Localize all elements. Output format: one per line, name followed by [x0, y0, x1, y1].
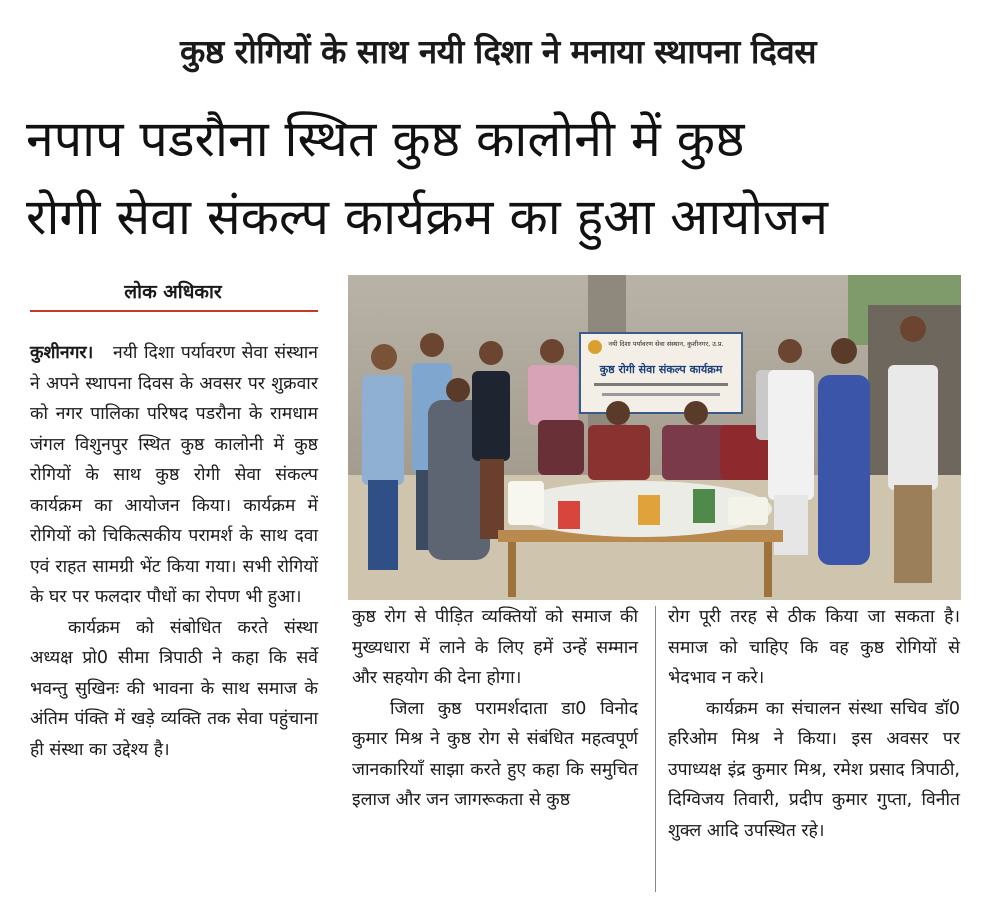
- banner-org: नयी दिशा पर्यावरण सेवा संस्थान, कुशीनगर, उ.प्र.: [608, 340, 724, 348]
- headline-line-1: नपाप पडरौना स्थित कुष्ठ कालोनी में कुष्ठ: [26, 110, 745, 168]
- main-headline: [26, 100, 976, 256]
- article-column-1: [30, 338, 318, 765]
- dateline: कुशीनगर।: [30, 343, 94, 363]
- article-paragraph-1: [30, 338, 318, 613]
- kicker-headline: कुष्ठ रोगियों के साथ नयी दिशा ने मनाया स्थापना दिवस: [179, 32, 817, 71]
- headline-line-2: रोगी सेवा संकल्प कार्यक्रम का हुआ आयोजन: [26, 188, 829, 246]
- article-column-3: [668, 602, 960, 846]
- article-paragraph-3: कुष्ठ रोग से पीड़ित व्यक्तियों को समाज की मुख्यधारा में लाने के लिए हमें उन्हें सम्मान और सहयोग की देना होगा।: [352, 607, 638, 688]
- column-divider: [655, 606, 656, 892]
- banner-title: कुष्ठ रोगी सेवा संकल्प कार्यक्रम: [599, 363, 723, 376]
- paragraph-text: नयी दिशा पर्यावरण सेवा संस्थान ने अपने स्थापना दिवस के अवसर पर शुक्रवार को नगर पालिका परिषद पडरौना के रामधाम जंगल विशुनपुर स्थित कुष्ठ कालोनी में कुष्ठ रोगियों के साथ कुष्ठ रोगी सेवा संकल्प कार्यक्रम का आयोजन किया। कार्यक्रम में रोगियों को चिकित्सकीय परामर्श के साथ दवा एवं राहत सामग्री भेंट किया गया। सभी रोगियों के घर पर फलदार पौधों का रोपण भी हुआ।: [30, 343, 318, 607]
- article-column-2: [352, 602, 638, 816]
- article-paragraph-4: जिला कुष्ठ परामर्शदाता डा0 विनोद कुमार मिश्र ने कुष्ठ रोग से संबंधित महत्वपूर्ण जानकारियाँ साझा करते हुए कहा कि समुचित इलाज और जन जागरूकता से कुष्ठ: [352, 698, 638, 810]
- article-paragraph-5: रोग पूरी तरह से ठीक किया जा सकता है। समाज को चाहिए कि वह कुष्ठ रोगियों से भेदभाव न करे।: [668, 607, 960, 688]
- article-paragraph-2: कार्यक्रम को संबोधित करते संस्था अध्यक्ष प्रो0 सीमा त्रिपाठी ने कहा कि सर्वे भवन्तु सुखिनः की भावना के साथ समाज के अंतिम पंक्ति में खड़े व्यक्ति तक सेवा पहुंचाना ही संस्था का उद्देश्य है।: [30, 617, 318, 760]
- article-paragraph-6: कार्यक्रम का संचालन संस्था सचिव डॉ0 हरिओम मिश्र ने किया। इस अवसर पर उपाध्यक्ष इंद्र कुमार मिश्र, रमेश प्रसाद त्रिपाठी, दिग्विजय तिवारी, प्रदीप कुमार गुप्ता, विनीत शुक्ल आदि उपस्थित रहे।: [668, 698, 960, 841]
- event-banner: [580, 333, 742, 413]
- byline: लोक अधिकार: [124, 281, 222, 303]
- event-photo: [348, 275, 961, 600]
- byline-rule: [30, 310, 318, 312]
